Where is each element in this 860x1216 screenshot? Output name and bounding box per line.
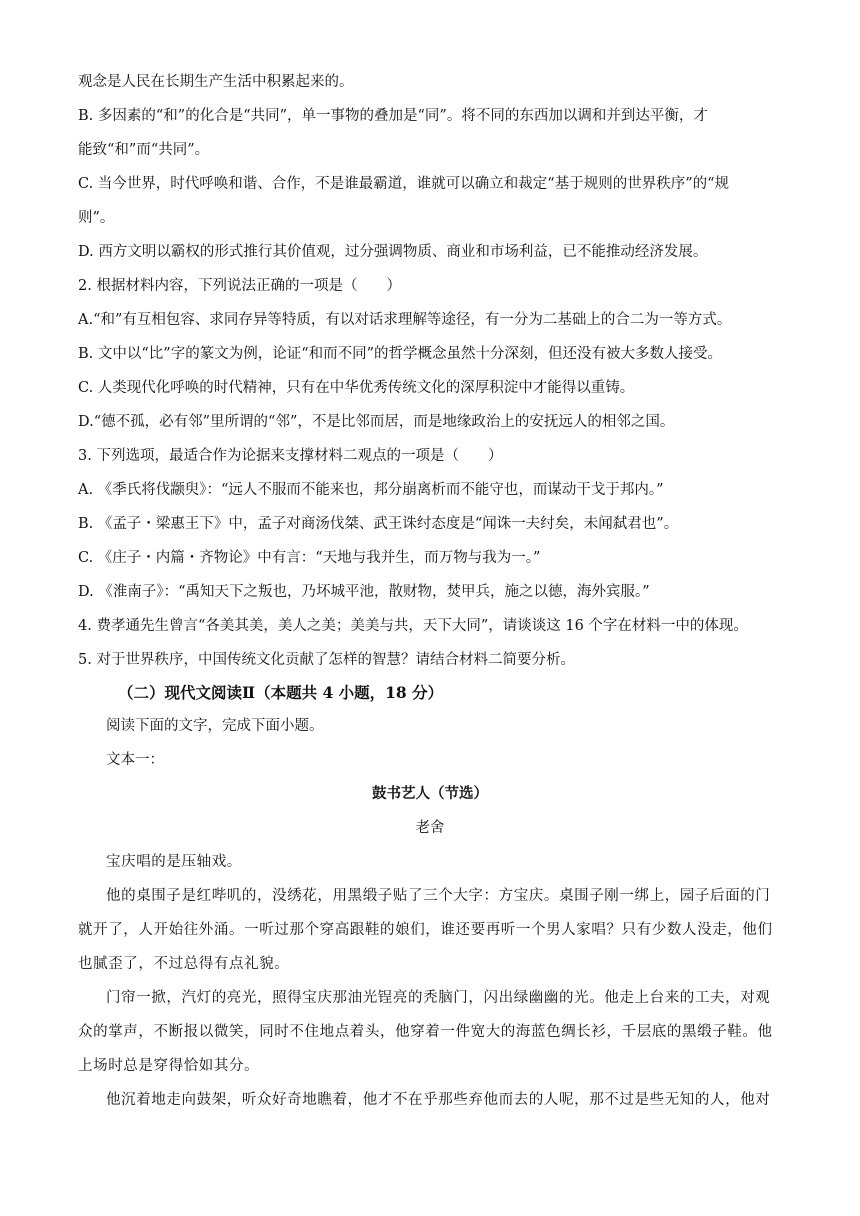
question-4: 4. 费孝通先生曾言“各美其美，美人之美；美美与共，天下大同”，请谈谈这 16 个字在材料一中的体现。 [78, 618, 748, 634]
story-paragraph-line: 就开了，人开始往外涌。一听过那个穿高跟鞋的娘们，谁还要再听一个男人家唱？只有少数人没走，他们 [78, 922, 773, 938]
option-c-line: C. 《庄子・内篇・齐物论》中有言：“天地与我并生，而万物与我为一。” [78, 550, 541, 566]
story-paragraph-line: 也腻歪了，不过总得有点礼貌。 [78, 956, 290, 972]
option-c-line: C. 当今世界，时代呼唤和谐、合作，不是谁最霸道，谁就可以确立和裁定“基于规则的世界秩序”的“规 [78, 176, 730, 192]
option-a-line: A. 《季氏将伐颛臾》：“远人不服而不能来也，邦分崩离析而不能守也，而谋动干戈于邦内。” [78, 482, 664, 498]
section-heading: （二）现代文阅读Ⅱ（本题共 4 小题，18 分） [118, 683, 444, 702]
story-title: 鼓书艺人（节选） [372, 785, 488, 802]
story-paragraph-line: 上场时总是穿得恰如其分。 [78, 1058, 260, 1074]
story-paragraph-line: 众的掌声，不断报以微笑，同时不住地点着头，他穿着一件宽大的海蓝色绸长衫，千层底的黑缎子鞋。他 [78, 1024, 773, 1040]
text-line: 能致“和”而“共同”。 [78, 142, 210, 158]
option-d-line: D.“德不孤，必有邻”里所谓的“邻”，不是比邻而居，而是地缘政治上的安抚远人的相邻之国。 [78, 414, 675, 430]
instruction: 阅读下面的文字，完成下面小题。 [106, 718, 324, 734]
option-d-line: D. 西方文明以霸权的形式推行其价值观，过分强调物质、商业和市场利益，已不能推动经济发展。 [78, 244, 708, 260]
option-b-line: B. 文中以“比”字的篆文为例，论证“和而不同”的哲学概念虽然十分深刻，但还没有被大多数人接受。 [78, 346, 723, 362]
text-line: 观念是人民在长期生产生活中积累起来的。 [78, 74, 354, 90]
story-paragraph-line: 他沉着地走向鼓架，听众好奇地瞧着，他才不在乎那些弃他而去的人呢，那不过是些无知的人，他对 [106, 1092, 771, 1108]
text-line: 则”。 [78, 210, 115, 226]
option-c-line: C. 人类现代化呼唤的时代精神，只有在中华优秀传统文化的深厚积淀中才能得以重铸。 [78, 380, 635, 396]
question-3: 3. 下列选项，最适合作为论据来支撑材料二观点的一项是（ ） [78, 448, 503, 464]
text-label: 文本一： [106, 752, 164, 768]
story-author: 老舍 [415, 820, 445, 836]
option-a-line: A.“和”有互相包容、求同存异等特质，有以对话求理解等途径，有一分为二基础上的合二为一等方式。 [78, 312, 732, 328]
story-paragraph-line: 门帘一掀，汽灯的亮光，照得宝庆那油光锃亮的秃脑门，闪出绿幽幽的光。他走上台来的工夫，对观 [106, 990, 771, 1006]
question-5: 5. 对于世界秩序，中国传统文化贡献了怎样的智慧？请结合材料二简要分析。 [78, 652, 575, 668]
story-paragraph-line: 宝庆唱的是压轴戏。 [106, 854, 242, 870]
option-b-line: B. 多因素的“和”的化合是“共同”，单一事物的叠加是“同”。将不同的东西加以调和并到达平衡，才 [78, 108, 708, 124]
option-b-line: B. 《孟子・梁惠王下》中，孟子对商汤伐桀、武王诛纣态度是“闻诛一夫纣矣，未闻弑君也”。 [78, 516, 679, 532]
story-paragraph-line: 他的桌围子是红哔叽的，没绣花，用黑缎子贴了三个大字：方宝庆。桌围子刚一绑上，园子后面的门 [106, 888, 771, 904]
question-2: 2. 根据材料内容，下列说法正确的一项是（ ） [78, 278, 401, 294]
option-d-line: D. 《淮南子》：“禹知天下之叛也，乃坏城平池，散财物，焚甲兵，施之以德，海外宾服。” [78, 584, 650, 600]
